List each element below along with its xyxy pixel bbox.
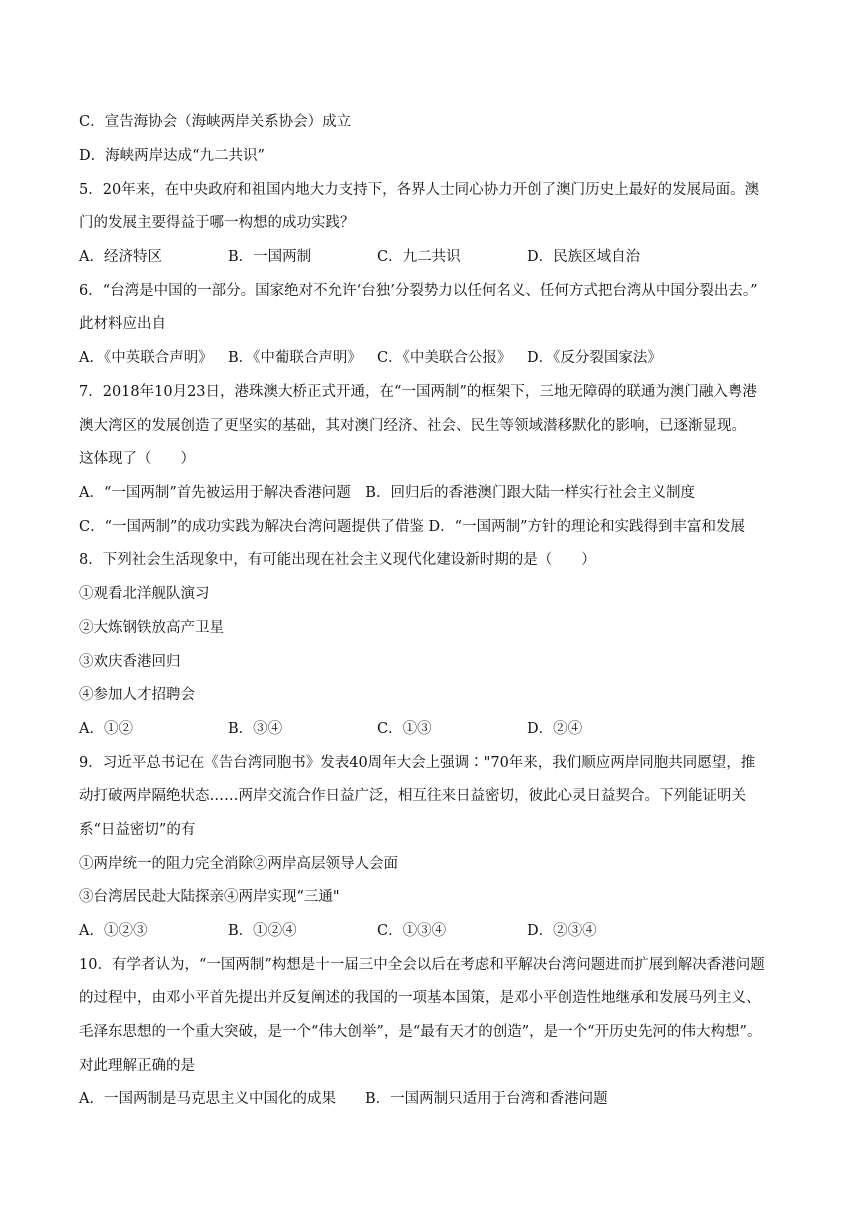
q5-option-b: B．一国两制 xyxy=(228,249,312,265)
q8-stem: 8．下列社会生活现象中，有可能出现在社会主义现代化建设新时期的是（ ） xyxy=(79,552,596,568)
q5-stem-line-1: 5．20年来，在中央政府和祖国内地大力支持下，各界人士同心协力开创了澳门历史上最好的发展局面。澳 xyxy=(79,182,760,198)
q5-option-a: A．经济特区 xyxy=(79,249,162,265)
q6-option-a: A．《中英联合声明》 xyxy=(79,350,213,366)
q9-option-a: A．①②③ xyxy=(79,923,148,939)
q6-stem-line-2: 此材料应出自 xyxy=(79,316,166,332)
q10-stem-line-4: 对此理解正确的是 xyxy=(79,1058,195,1074)
q6-option-b: B．《中葡联合声明》 xyxy=(228,350,362,366)
q9-items-1-2: ①两岸统一的阻力完全消除②两岸高层领导人会面 xyxy=(79,856,398,872)
q5-option-d: D．民族区域自治 xyxy=(527,249,641,265)
q8-item-3: ③欢庆香港回归 xyxy=(79,654,181,670)
q8-item-4: ④参加人才招聘会 xyxy=(79,687,195,703)
q8-option-a: A．①② xyxy=(79,721,133,737)
q7-stem-line-1: 7．2018年10月23日，港珠澳大桥正式开通，在“一国两制”的框架下，三地无障碍的联通为澳门融入粤港 xyxy=(79,384,757,400)
q10-stem-line-3: 毛泽东思想的一个重大突破，是一个“伟大创举”，是“最有天才的创造”，是一个“开历史先河的伟大构想”。 xyxy=(79,1024,762,1040)
q9-items-3-4: ③台湾居民赴大陆探亲④两岸实现“三通" xyxy=(79,889,340,905)
q8-item-2: ②大炼钢铁放高产卫星 xyxy=(79,620,224,636)
q7-options-ab: A．“一国两制”首先被运用于解决香港问题 B．回归后的香港澳门跟大陆一样实行社会主义制度 xyxy=(79,485,695,501)
q6-option-d: D．《反分裂国家法》 xyxy=(527,350,662,366)
q9-stem-line-2: 动打破两岸隔绝状态……两岸交流合作日益广泛，相互往来日益密切，彼此心灵日益契合。下列能证明关 xyxy=(79,788,746,804)
q8-option-c: C．①③ xyxy=(377,721,432,737)
q10-stem-line-1: 10．有学者认为，“一国两制”构想是十一届三中全会以后在考虑和平解决台湾问题进而扩展到解决香港问题 xyxy=(79,957,765,973)
q4-option-d: D．海峡两岸达成“九二共识” xyxy=(79,148,265,164)
q5-stem-line-2: 门的发展主要得益于哪一构想的成功实践？ xyxy=(79,215,355,231)
q10-stem-line-2: 的过程中，由邓小平首先提出并反复阐述的我国的一项基本国策，是邓小平创造性地继承和发展马列主义、 xyxy=(79,990,761,1006)
q8-item-1: ①观看北洋舰队演习 xyxy=(79,586,210,602)
q9-option-d: D．②③④ xyxy=(527,923,597,939)
q10-options-ab: A．一国两制是马克思主义中国化的成果 B．一国两制只适用于台湾和香港问题 xyxy=(79,1091,608,1107)
q7-options-cd: C．“一国两制”的成功实践为解决台湾问题提供了借鉴 D．“一国两制”方针的理论和实践得到丰富和发展 xyxy=(79,519,745,535)
q9-stem-line-1: 9．习近平总书记在《告台湾同胞书》发表40周年大会上强调∶"70年来，我们顺应两岸同胞共同愿望，推 xyxy=(79,755,756,771)
q9-stem-line-3: 系“日益密切”的有 xyxy=(79,822,196,838)
q6-stem-line-1: 6．“台湾是中国的一部分。国家绝对不允许‘台独’分裂势力以任何名义、任何方式把台湾从中国分裂出去。” xyxy=(79,283,758,299)
q6-option-c: C．《中美联合公报》 xyxy=(377,350,512,366)
q5-option-c: C．九二共识 xyxy=(377,249,461,265)
q9-option-b: B．①②④ xyxy=(228,923,297,939)
q7-stem-line-3: 这体现了（ ） xyxy=(79,451,195,467)
q8-option-b: B．③④ xyxy=(228,721,283,737)
q9-option-c: C．①③④ xyxy=(377,923,447,939)
q8-option-d: D．②④ xyxy=(527,721,583,737)
q7-stem-line-2: 澳大湾区的发展创造了更坚实的基础，其对澳门经济、社会、民生等领域潜移默化的影响，已逐渐显现。 xyxy=(79,418,746,434)
q4-option-c: C．宣告海协会（海峡两岸关系协会）成立 xyxy=(79,114,352,130)
